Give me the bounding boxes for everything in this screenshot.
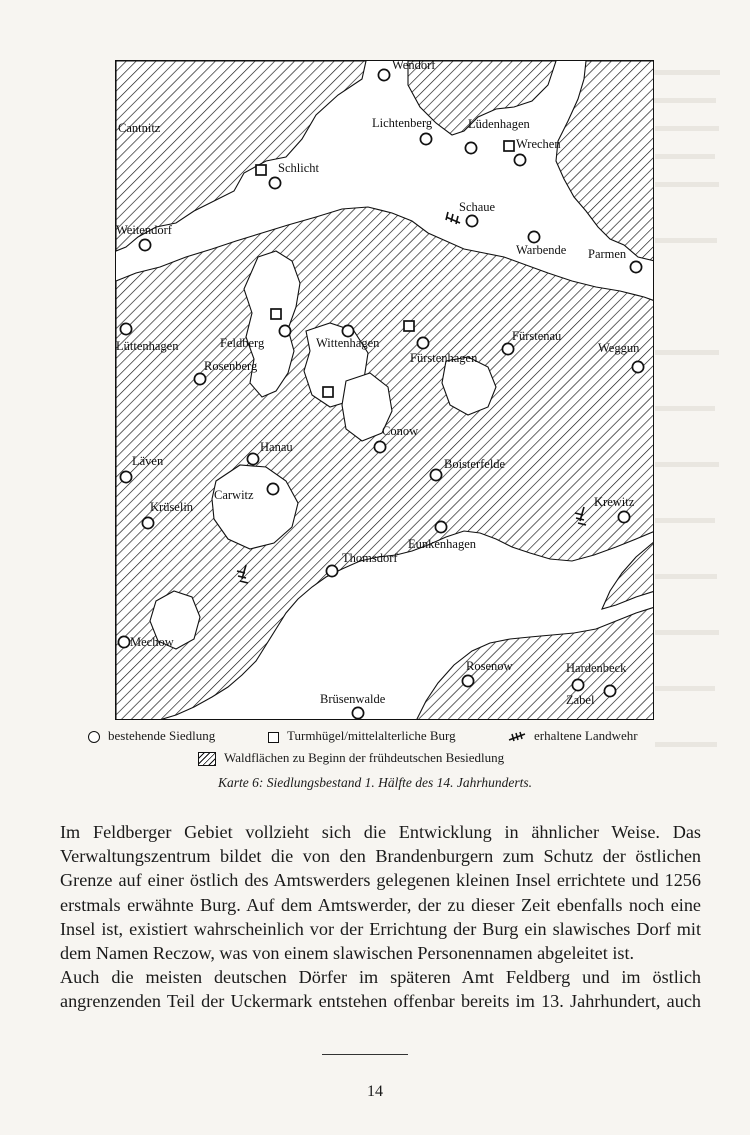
settlement-map [115,60,654,720]
landwehr-schaue [446,212,460,224]
label-fuerstenhagen: Fürstenhagen [410,351,478,365]
label-zabel: Zabel [566,693,595,707]
label-hanau: Hanau [260,440,293,454]
map-drawing [116,61,654,720]
footer-rule [322,1054,408,1055]
settlement-luedenhagen [465,142,476,153]
settlement-kreuselin [142,517,153,528]
castle-central [323,387,333,397]
label-rosenberg: Rosenberg [204,359,258,373]
label-kreuselin: Krüselin [150,500,194,514]
settlement-fuerstenau [502,343,513,354]
label-fuerstenau: Fürstenau [512,329,562,343]
label-carwitz: Carwitz [214,488,254,502]
label-luettenhagen: Lüttenhagen [116,339,179,353]
label-weitendorf: Weitendorf [116,223,172,237]
label-parmen: Parmen [588,247,627,261]
label-feldberg: Feldberg [220,336,265,350]
label-schlicht: Schlicht [278,161,319,175]
legend-settlement: bestehende Siedlung [88,728,215,744]
settlement-eunkenhagen [435,521,446,532]
settlement-schlicht [269,177,280,188]
label-conow: Conow [382,424,419,438]
paragraph-2: Auch die meisten deutschen Dörfer im späteren Amt Feldberg und im östlich angrenzenden Teil der Uckermark entstehen offenbar bereits im 13. Jahrhundert, auch [60,967,701,1012]
forest-east [602,541,654,609]
forest-northeast [556,61,654,261]
settlement-wendorf [378,69,389,80]
castle-schlicht [256,165,266,175]
settlement-weggun [632,361,643,372]
settlement-mechow [118,636,129,647]
label-krewitz: Krewitz [594,495,635,509]
settlement-rosenow [462,675,473,686]
label-thomsdorf: Thomsdorf [342,551,398,565]
label-warbende: Warbende [516,243,567,257]
label-bruesenwalde: Brüsenwalde [320,692,386,706]
label-lichtenberg: Lichtenberg [372,116,433,130]
settlement-zabel [604,685,615,696]
settlement-warbende [528,231,539,242]
hatch-icon [198,752,216,766]
legend-castle: Turmhügel/mittelalterliche Burg [268,728,456,744]
body-text [60,820,701,1014]
settlement-weitendorf [139,239,150,250]
label-laeven: Läven [132,454,164,468]
label-wendorf: Wendorf [392,60,436,72]
settlement-luettenhagen [120,323,131,334]
paragraph-1: Im Feldberger Gebiet vollzieht sich die Entwicklung in ähnlicher Weise. Das Verwaltungszentrum bildet die von den Brandenburgern zum Schutz der östlichen Grenze auf einer östlich des Amtswerders gelegenen kleinen Insel errichtete und 1256 erstmals erwähnte Burg. Auf dem Amtswerder, der zu dieser Zeit ebenfalls noch eine Insel ist, existiert wahrscheinlich vor der Errichtung der Burg ein slawisches Dorf mit dem Namen Reczow, was von einem slawischen Personennamen abgeleitet ist. [60,822,701,964]
settlement-thomsdorf [326,565,337,576]
label-mechow: Mechow [130,635,174,649]
label-eunkenhagen: Eunkenhagen [408,537,477,551]
settlement-laeven [120,471,131,482]
settlement-feldberg [279,325,290,336]
label-luedenhagen: Lüdenhagen [468,117,530,131]
settlement-fuerstenhagen [417,337,428,348]
label-wittenhagen: Wittenhagen [316,336,380,350]
settlement-schaue [466,215,477,226]
settlement-parmen [630,261,641,272]
page-number: 14 [367,1083,383,1100]
castle-wrechen [504,141,514,151]
settlement-wittenhagen [342,325,353,336]
map-caption: Karte 6: Siedlungsbestand 1. Hälfte des 14. Jahrhunderts. [218,775,532,790]
settlement-boisterfelde [430,469,441,480]
label-rosenow: Rosenow [466,659,513,673]
settlement-rosenberg [194,373,205,384]
label-hardenbeck: Hardenbeck [566,661,627,675]
settlement-hardenbeck [572,679,583,690]
settlement-krewitz [618,511,629,522]
settlement-bruesenwalde [352,707,363,718]
square-icon [268,732,279,743]
circle-icon [88,731,100,743]
label-boisterfelde: Boisterfelde [444,457,506,471]
settlement-conow [374,441,385,452]
castle-feldberg-north [271,309,281,319]
legend-forest: Waldflächen zu Beginn der frühdeutschen Besiedlung [198,750,504,766]
label-cantnitz: Cantnitz [118,121,161,135]
castle-fuerstenhagen [404,321,414,331]
label-weggun: Weggun [598,341,640,355]
label-schaue: Schaue [459,200,496,214]
settlement-hanau [247,453,258,464]
label-wrechen: Wrechen [516,137,561,151]
landwehr-icon [508,731,526,743]
settlement-wrechen [514,154,525,165]
settlement-carwitz [267,483,278,494]
legend-landwehr: erhaltene Landwehr [508,728,638,744]
settlement-lichtenberg [420,133,431,144]
